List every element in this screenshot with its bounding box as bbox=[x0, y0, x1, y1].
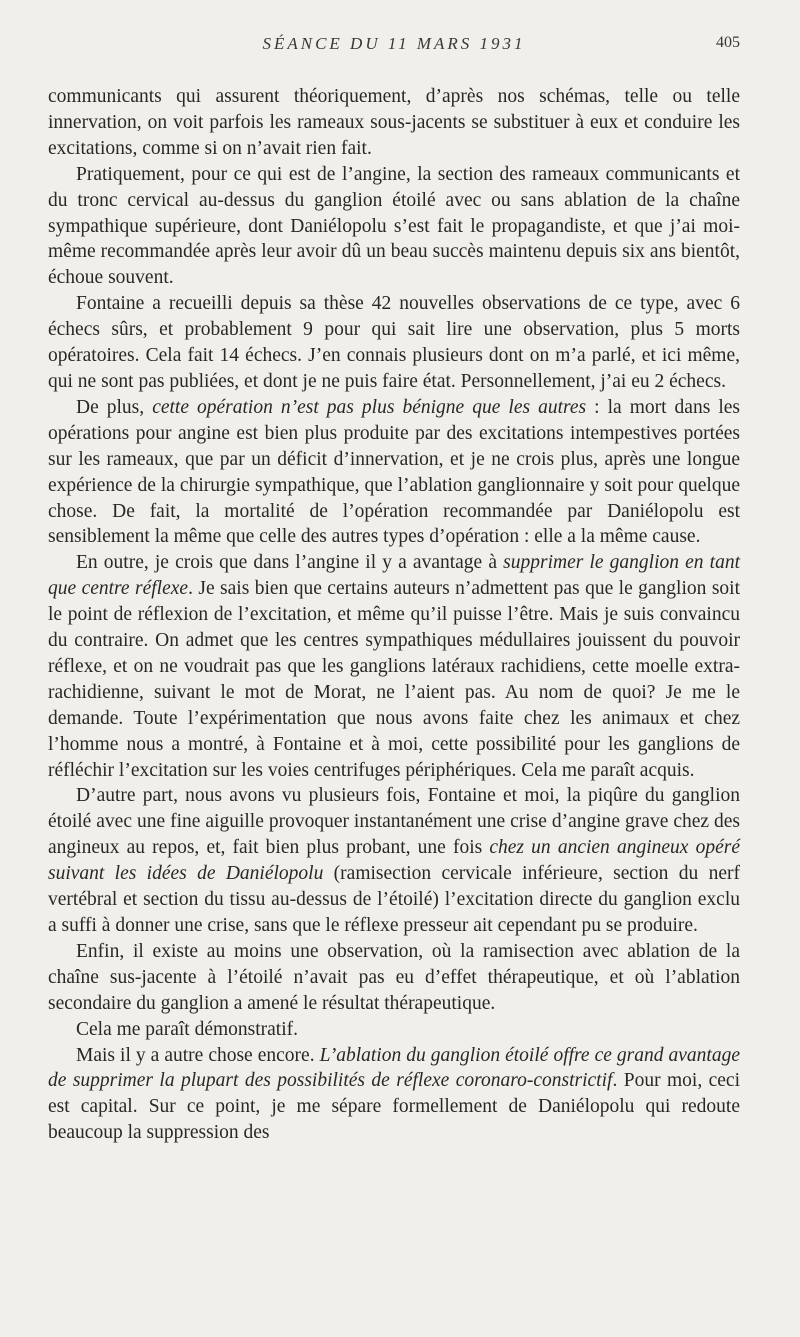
text-span: Enfin, il existe au moins une observation, où la ramisection avec ablation de la chaîne sus-jacente à l’étoilé n’avait pas eu d’effet thérapeutique, et où l’ablation secondaire du ganglion a amené le résultat thérapeutique. bbox=[48, 940, 740, 1014]
text-span: . Pour moi, ceci est capital. Sur ce point, je me sépare formellement de Daniélopolu qui redoute beaucoup la suppression des bbox=[48, 1070, 741, 1144]
text-span: Mais il y a autre chose encore. bbox=[76, 1044, 320, 1066]
paragraph bbox=[48, 1017, 740, 1043]
text-span: D’autre part, nous avons vu plusieurs fois, Fontaine et moi, la piqûre du ganglion étoilé avec une fine aiguille provoquer instantanément une crise d’angine grave chez des angineux au repos, et, fait bien plus probant, une fois bbox=[48, 785, 740, 859]
text-span: Cela me paraît démonstratif. bbox=[76, 1018, 299, 1040]
paragraph bbox=[48, 550, 740, 783]
text-span: : la mort dans les opérations pour angine est bien plus produite par des excitations intempestives portées sur les rameaux, que par un déficit d’innervation, et je ne crois plus, après une longue expérience de la chirurgie sympathique, que l’ablation ganglionnaire y soit pour quelque chose. De fait, la mortalité de l’opération recommandée par Daniélopolu est sensiblement la même que celle des autres types d’opération : elle a la même cause. bbox=[48, 396, 740, 548]
text-span: En outre, je crois que dans l’angine il y a avantage à bbox=[76, 552, 504, 574]
italic-emphasis: cette opération n’est pas plus bénigne que les autres bbox=[152, 396, 587, 418]
italic-emphasis: supprimer le ganglion en tant que centre réflexe bbox=[48, 552, 740, 600]
text-span: . Je sais bien que certains auteurs n’admettent pas que le ganglion soit le point de réflexion de l’excitation, et même qu’il puisse l’être. Mais je suis convaincu du contraire. On admet que les centres sympathiques médullaires jouissent du pouvoir réflexe, et on ne voudrait pas que les ganglions latéraux rachidiens, cette moelle extra-rachidienne, suivant le mot de Morat, ne l’aient pas. Au nom de quoi? Je me le demande. Toute l’expérimentation que nous avons faite chez les animaux et chez l’homme nous a montré, à Fontaine et à moi, cette possibilité pour les ganglions de réfléchir l’excitation sur les voies centrifuges périphériques. Cela me paraît acquis. bbox=[48, 578, 740, 781]
running-head-title: SÉANCE DU 11 MARS 1931 bbox=[262, 34, 526, 53]
paragraph bbox=[48, 783, 740, 938]
paragraph bbox=[48, 291, 740, 395]
italic-emphasis: chez un ancien angineux opéré suivant les idées de Daniélopolu bbox=[48, 837, 740, 885]
paragraph bbox=[48, 162, 740, 292]
text-span: Fontaine a recueilli depuis sa thèse 42 nouvelles observations de ce type, avec 6 échecs sûrs, et probablement 9 pour qui sait lire une observation, plus 5 morts opératoires. Cela fait 14 échecs. J’en connais plusieurs dont on m’a parlé, et ici même, qui ne sont pas publiées, et dont je ne puis faire état. Personnellement, j’ai eu 2 échecs. bbox=[48, 293, 740, 392]
paragraph bbox=[48, 1043, 740, 1147]
page-number: 405 bbox=[716, 34, 740, 51]
running-head bbox=[48, 34, 740, 58]
paragraph bbox=[48, 84, 740, 162]
paragraph bbox=[48, 939, 740, 1017]
body-text bbox=[48, 84, 740, 1146]
text-span: Pratiquement, pour ce qui est de l’angine, la section des rameaux communicants et du tronc cervical au-dessus du ganglion étoilé avec ou sans ablation de la chaîne sympathique supérieure, dont Daniélopolu s’est fait le propagandiste, et que j’ai moi-même recommandée après leur avoir dû un beau succès maintenu depuis six ans bientôt, échoue souvent. bbox=[48, 163, 740, 289]
text-span: communicants qui assurent théoriquement, d’après nos schémas, telle ou telle innervation, on voit parfois les rameaux sous-jacents se substituer à eux et conduire les excitations, comme si on n’avait rien fait. bbox=[48, 86, 740, 159]
text-span: De plus, bbox=[76, 396, 153, 418]
italic-emphasis: L’ablation du ganglion étoilé offre ce grand avantage de supprimer la plupart des possibilités de réflexe coronaro-constrictif bbox=[48, 1044, 740, 1092]
text-span: (ramisection cervicale inférieure, section du nerf vertébral et section du tissu au-dessus de l’étoilé) l’excitation directe du ganglion exclu a suffi à donner une crise, sans que le réflexe presseur ait cependant pu se produire. bbox=[48, 863, 740, 936]
paragraph bbox=[48, 395, 740, 550]
